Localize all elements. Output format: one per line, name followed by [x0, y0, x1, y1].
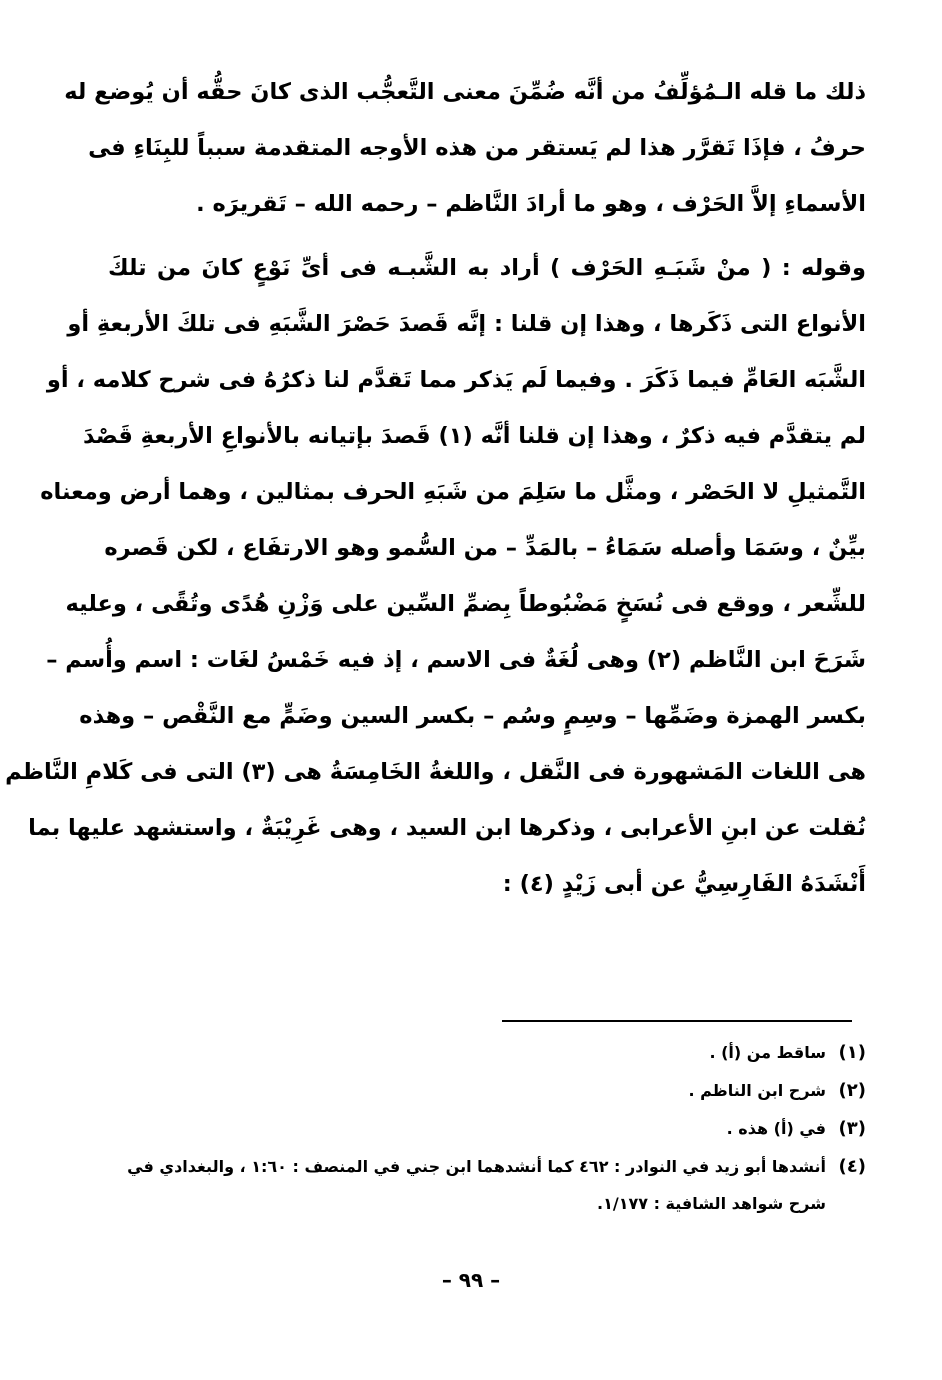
- main-text: [5, 64, 866, 912]
- footnote-line: شرح شواهد الشافية : ١/١٧٧.: [597, 1194, 826, 1213]
- text-line: ذلك ما قله الـمُؤلِّفُ من أنَّه ضُمِّنَ معنى التَّعجُّب الذى كانَ حقُّه أن يُوضع له: [64, 79, 866, 105]
- footnote-4: [110, 1148, 866, 1222]
- footnote-text: [110, 1148, 826, 1222]
- footnote-line: ساقط من (أ) .: [709, 1043, 826, 1062]
- text-line: شَرَحَ ابن النَّاظم (٢) وهى لُغَةٌ فى الاسم ، إذ فيه خَمْسُ لغَات : اسم وأُسم –: [46, 647, 866, 673]
- footnote-text: [110, 1072, 826, 1110]
- footnote-number: (٤): [838, 1156, 866, 1177]
- footnote-line: شرح ابن الناظم .: [688, 1081, 826, 1100]
- footnote-text: [110, 1034, 826, 1072]
- text-line: بكسر الهمزة وضَمِّها – وسِمٍ وسُم – بكسر السين وضَمٍّ مع النَّقْص – وهذه: [79, 703, 866, 729]
- text-line: وقوله : ( منْ شَبَـهِ الحَرْف ) أراد به الشَّبـه فى أىِّ نَوْعٍ كانَ من تلكَ: [108, 255, 866, 281]
- text-line: لم يتقدَّم فيه ذكرٌ ، وهذا إن قلنا أنَّه (١) قَصدَ بإتيانه بالأنواعِ الأربعةِ قَصْدَ: [82, 423, 866, 449]
- text-line: حرفُ ، فإذَا تَقرَّر هذا لم يَستقر من هذه الأوجه المتقدمة سبباً للبِنَاءِ فى: [88, 135, 866, 161]
- text-line: التَّمثيلِ لا الحَصْر ، ومثَّل ما سَلِمَ من شَبَهِ الحرف بمثالين ، وهما أرض ومعناه: [40, 479, 866, 505]
- paragraph-1: [64, 64, 866, 232]
- text-line: هى اللغات المَشهورة فى النَّقل ، واللغةُ الخَامِسَةُ هى (٣) التى فى كَلامِ النَّاظم: [5, 759, 866, 785]
- footnote-number: (٣): [838, 1118, 866, 1139]
- footnote-1: [110, 1034, 866, 1072]
- footnotes: [110, 1034, 866, 1222]
- footnote-2: [110, 1072, 866, 1110]
- text-line: الشَّبَه العَامِّ فيما ذَكَرَ . وفيما لَم يَذكر مما تَقدَّم لنا ذكرُهُ فى شرح كلامه ، أو: [46, 367, 866, 393]
- text-line: للشِّعر ، ووقع فى نُسَخٍ مَضْبُوطاً بِضمِّ السِّين على وَزْنِ هُدًى وتُقًى ، وعليه: [65, 591, 866, 617]
- text-line: الأنواع التى ذَكَرها ، وهذا إن قلنا : إنَّه قَصدَ حَصْرَ الشَّبَهِ فى تلكَ الأربعةِ أو: [67, 311, 866, 337]
- footnote-text: [110, 1110, 826, 1148]
- footnote-line: أنشدها أبو زيد في النوادر : ٤٦٢ كما أنشدهما ابن جني في المنصف : ١:٦٠ ، والبغدادي في: [127, 1157, 826, 1176]
- text-line: أَنْشَدَهُ الفَارِسِيُّ عن أبى زَيْدٍ (٤) :: [502, 871, 866, 897]
- footnote-line: في (أ) هذه .: [726, 1119, 826, 1138]
- footnote-separator: [502, 1020, 852, 1022]
- footnote-number: (٢): [838, 1080, 866, 1101]
- page-number: – ٩٩ –: [441, 1268, 501, 1292]
- footnote-number: (١): [838, 1042, 866, 1063]
- footnote-3: [110, 1110, 866, 1148]
- paragraph-2: [5, 240, 866, 912]
- text-line: نُقلت عن ابنِ الأعرابى ، وذكرها ابن السيد ، وهى غَرِيْبَةٌ ، واستشهد عليها بما: [28, 815, 866, 841]
- text-line: بيِّنٌ ، وسَمَا وأصله سَمَاءُ – بالمَدِّ – من السُّمو وهو الارتفَاع ، لكن قَصره: [104, 535, 866, 561]
- text-line: الأسماءِ إلاَّ الحَرْف ، وهو ما أرادَ النَّاظم – رحمه الله – تَقريرَه .: [196, 191, 866, 217]
